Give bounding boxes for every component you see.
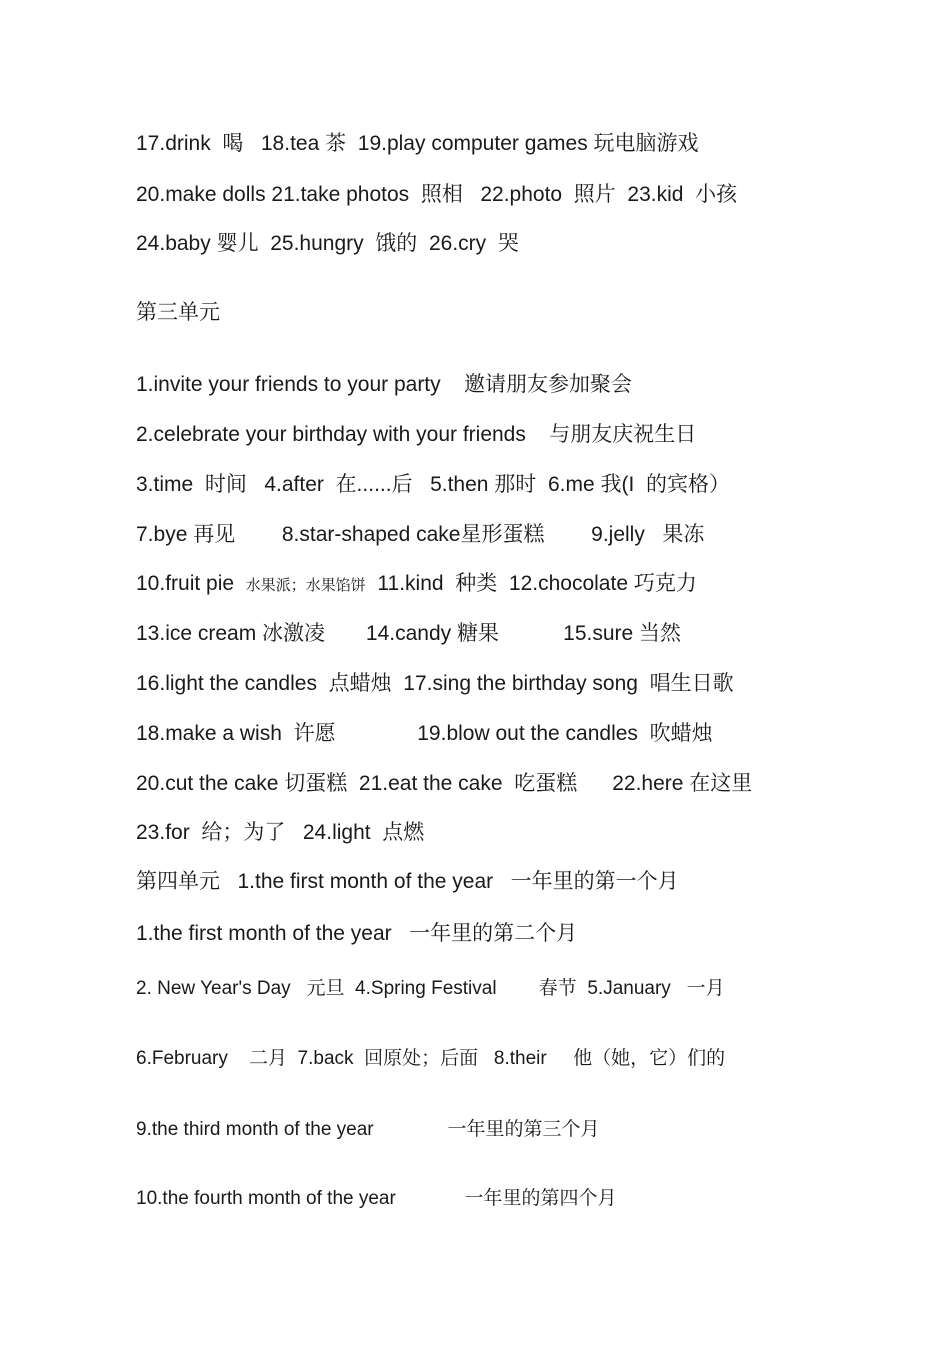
unit-four-heading-line: 第四单元 1.the first month of the year 一年里的第一个月 [136,870,679,893]
vocab-line-17-19: 17.drink 喝 18.tea 茶 19.play computer games 玩电脑游戏 [136,132,699,155]
vocab-line-u3-7-9: 7.bye 再见 8.star-shaped cake星形蛋糕 9.jelly 果冻 [136,523,705,546]
vocab-line-u3-3-6: 3.time 时间 4.after 在......后 5.then 那时 6.me 我(I 的宾格） [136,473,730,496]
fruit-pie-meaning: 水果派；水果馅饼 [245,577,366,594]
vocab-line-u4-2-5: 2. New Year's Day 元旦 4.Spring Festival 春节 5.January 一月 [136,978,725,999]
vocab-line-u3-2: 2.celebrate your birthday with your friends 与朋友庆祝生日 [136,423,697,446]
vocab-line-u4-6-8: 6.February 二月 7.back 回原处；后面 8.their 他（她，它）们的 [136,1048,726,1069]
unit-three-heading: 第三单元 [136,301,220,324]
vocab-line-u3-13-15: 13.ice cream 冰激凌 14.candy 糖果 15.sure 当然 [136,622,682,645]
vocab-line-u3-18-19: 18.make a wish 许愿 19.blow out the candles 吹蜡烛 [136,722,713,745]
vocab-line-u3-16-17: 16.light the candles 点蜡烛 17.sing the birthday song 唱生日歌 [136,672,734,695]
vocab-line-24-26: 24.baby 婴儿 25.hungry 饿的 26.cry 哭 [136,232,519,255]
vocab-line-u4-10: 10.the fourth month of the year 一年里的第四个月 [136,1188,617,1209]
vocab-line-u3-10-12 [136,570,697,600]
vocab-line-u3-1: 1.invite your friends to your party 邀请朋友参加聚会 [136,373,632,396]
vocab-line-u3-20-22: 20.cut the cake 切蛋糕 21.eat the cake 吃蛋糕 22.here 在这里 [136,772,753,795]
vocab-line-u3-23-24: 23.for 给；为了 24.light 点燃 [136,821,425,844]
kind-chocolate-terms: 11.kind 种类 12.chocolate 巧克力 [365,572,697,595]
vocab-line-u4-9: 9.the third month of the year 一年里的第三个月 [136,1119,600,1140]
vocab-line-20-23: 20.make dolls 21.take photos 照相 22.photo 照片 23.kid 小孩 [136,183,738,206]
fruit-pie-term: 10.fruit pie [136,572,246,595]
vocab-line-u4-1: 1.the first month of the year 一年里的第二个月 [136,922,578,945]
